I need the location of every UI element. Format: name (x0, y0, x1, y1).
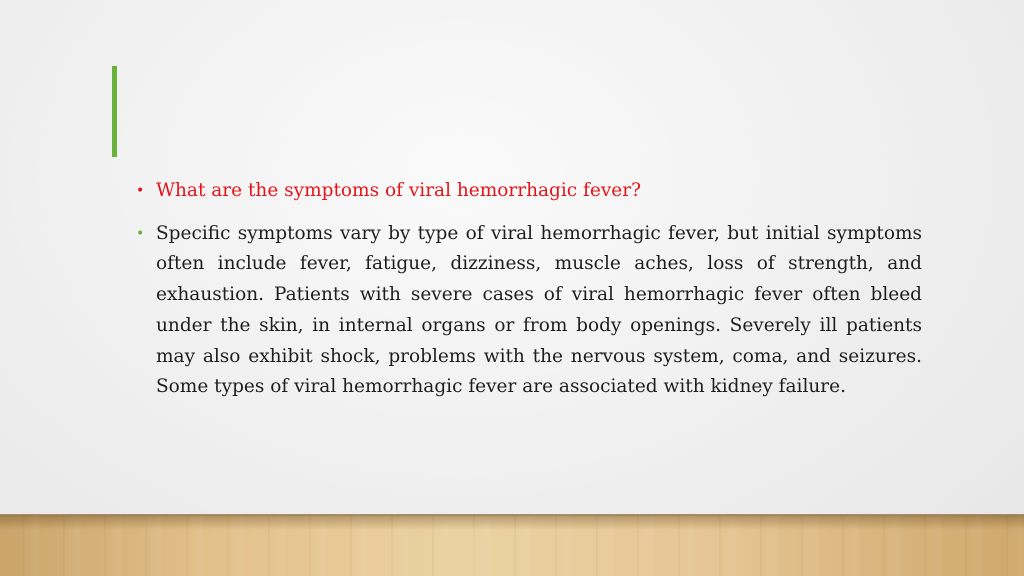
bullet-answer (136, 219, 922, 403)
slide-content (136, 176, 922, 415)
bullet-dot-icon: • (136, 225, 145, 242)
bullet-dot-icon: • (136, 183, 145, 199)
floor-shadow (0, 516, 1024, 530)
question-text: What are the symptoms of viral hemorrhagic fever? (156, 180, 642, 201)
title-accent-bar (112, 66, 117, 157)
bullet-question (136, 176, 922, 207)
answer-text: Specific symptoms vary by type of viral hemorrhagic fever, but initial symptoms often include fever, fatigue, dizziness, muscle aches, loss of strength, and exhaustion. Patients with severe cases of viral hemorrhagic fever often bleed under the skin, in internal organs or from body openings. Severely ill patients may also exhibit shock, problems with the nervous system, coma, and seizures. Some types of viral hemorrhagic fever are associated with kidney failure. (156, 222, 922, 398)
